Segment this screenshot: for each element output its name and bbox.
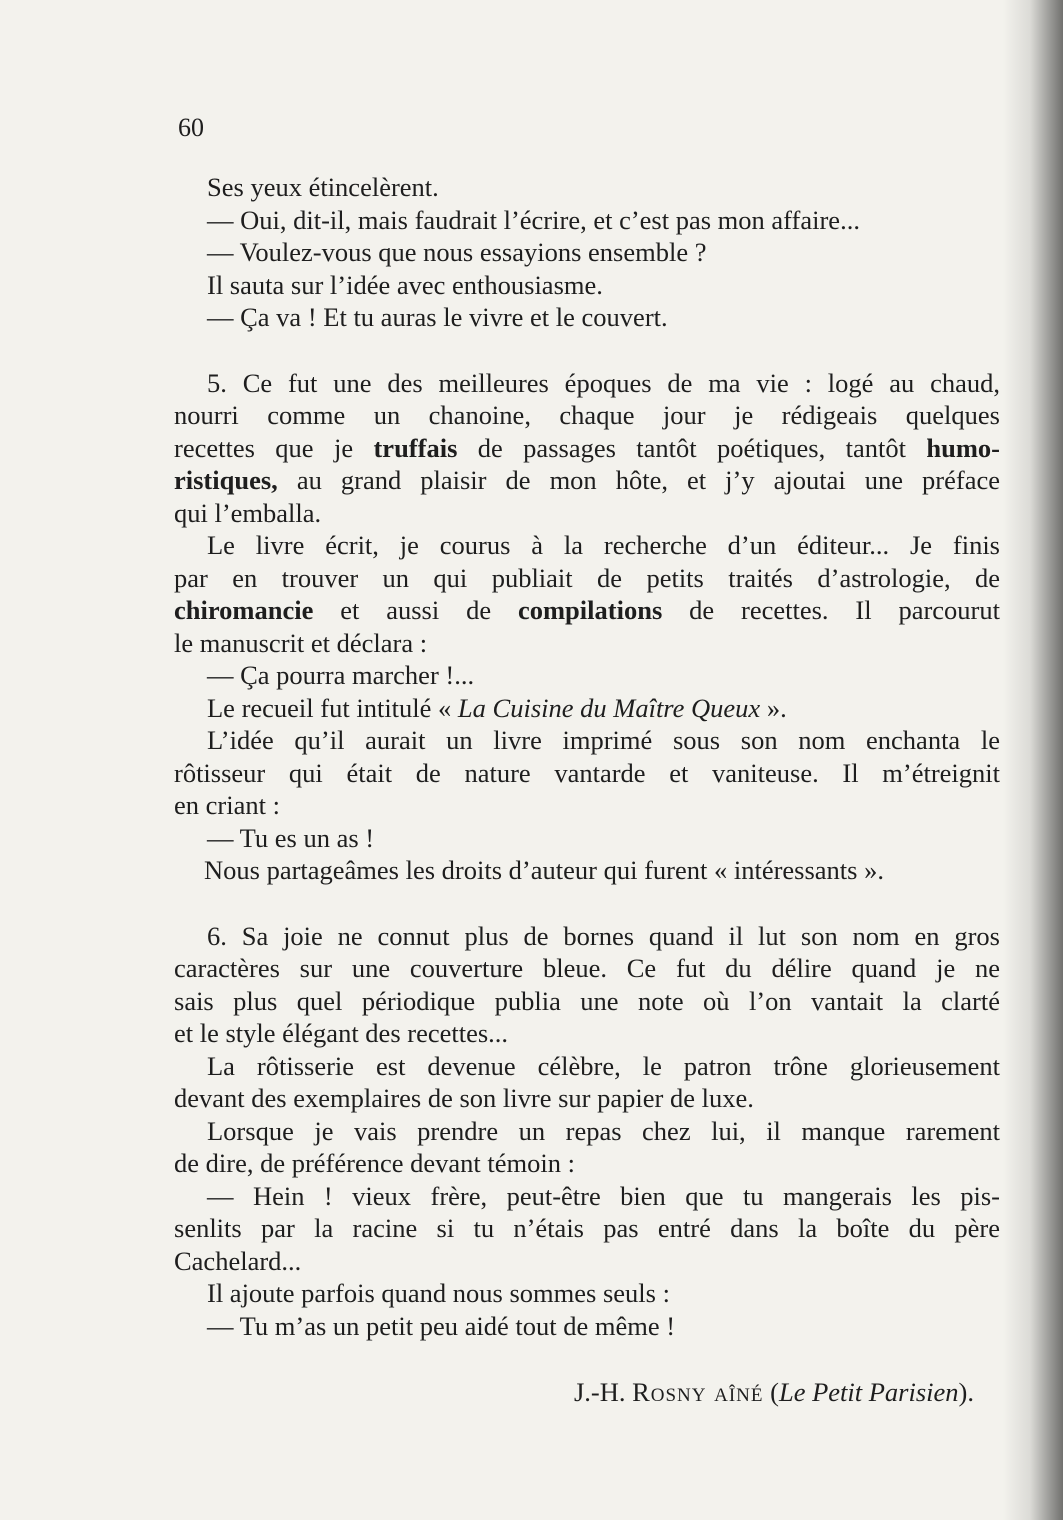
bold-term: compilations [517,595,663,625]
text-line [174,464,1000,497]
bold-term: truffais [373,432,458,463]
text-line: en criant : [174,790,280,820]
text-fragment: au grand plaisir de mon hôte, et j’y ajoutai une préface [277,465,1000,495]
dialogue-line: — Hein ! vieux frère, peut-être bien que tu mangerais les pis- [207,1180,1000,1211]
dialogue-line: — Tu m’as un petit peu aidé tout de même ! [207,1310,676,1341]
source-title: Le Petit Parisien [778,1377,959,1407]
text-fragment: de passages tantôt poétiques, tantôt [457,432,927,463]
text-line: L’idée qu’il aurait un livre imprimé sous son nom enchanta le [207,725,1000,755]
book-title: La Cuisine du Maître Queux [457,692,761,723]
text-line: le manuscrit et déclara : [174,627,428,658]
text-line: Nous partageâmes les droits d’auteur qui furent « intéressants ». [204,855,884,885]
text-line [174,432,1000,465]
text-line: de dire, de préférence devant témoin : [174,1148,575,1178]
author-initials: J.-H. [573,1377,633,1407]
source-paren-open: ( [763,1377,779,1407]
text-line: Lorsque je vais prendre un repas chez lui, il manque rarement [207,1115,1000,1146]
dialogue-line: — Oui, dit-il, mais faudrait l’écrire, et c’est pas mon affaire... [207,204,860,235]
author-name: Rosny aîné [632,1377,764,1407]
text-line: Ses yeux étincelèrent. [207,172,439,202]
source-paren-close: ). [958,1377,974,1407]
text-line: Il ajoute parfois quand nous sommes seuls : [207,1278,670,1308]
text-line: nourri comme un chanoine, chaque jour je rédigeais quelques [174,400,1000,430]
text-line: devant des exemplaires de son livre sur papier de luxe. [174,1083,754,1113]
page-number: 60 [178,113,204,142]
text-line: Cachelard... [174,1245,302,1276]
bold-term: humo- [926,432,1001,463]
attribution [444,1376,974,1408]
section-gap [174,334,1000,367]
text-fragment: Le recueil fut intitulé « [207,692,458,723]
text-line: et le style élégant des recettes... [174,1018,509,1048]
section-5-heading-line: 5. Ce fut une des meilleures époques de ma vie : logé au chaud, [207,367,1000,398]
bold-term: chiromancie [174,595,314,625]
text-line: sais plus quel périodique publia une note où l’on vantait la clarté [174,985,1000,1016]
text-line: par en trouver un qui publiait de petits traités d’astrologie, de [174,562,1000,593]
text-line: Le livre écrit, je courus à la recherche d’un éditeur... Je finis [207,530,1000,560]
text-line [174,594,1000,627]
dialogue-line: — Tu es un as ! [207,822,375,853]
section-gap [174,887,1000,920]
bold-term: ristiques, [174,465,278,495]
body-text [174,171,1000,1342]
text-line: Il sauta sur l’idée avec enthousiasme. [207,269,603,300]
text-fragment: recettes que je [174,432,374,463]
dialogue-line: — Voulez-vous que nous essayions ensemble ? [207,237,707,267]
section-6-heading-line: 6. Sa joie ne connut plus de bornes quand il lut son nom en gros [207,920,1000,951]
text-line: qui l’emballa. [174,497,322,528]
dialogue-line: — Ça pourra marcher !... [207,660,475,690]
page-gutter-shadow [1003,0,1063,1520]
text-fragment: de recettes. Il parcourut [662,595,1000,625]
text-line: rôtisseur qui était de nature vantarde et vaniteuse. Il m’étreignit [174,757,1000,788]
text-line: senlits par la racine si tu n’étais pas entré dans la boîte du père [174,1213,1000,1243]
dialogue-line: — Ça va ! Et tu auras le vivre et le couvert. [207,302,668,332]
text-line [174,692,1000,725]
text-fragment: et aussi de [313,595,518,625]
text-line: caractères sur une couverture bleue. Ce fut du délire quand je ne [174,953,1000,983]
text-fragment: ». [760,692,787,723]
text-line: La rôtisserie est devenue célèbre, le patron trône glorieusement [207,1050,1000,1081]
